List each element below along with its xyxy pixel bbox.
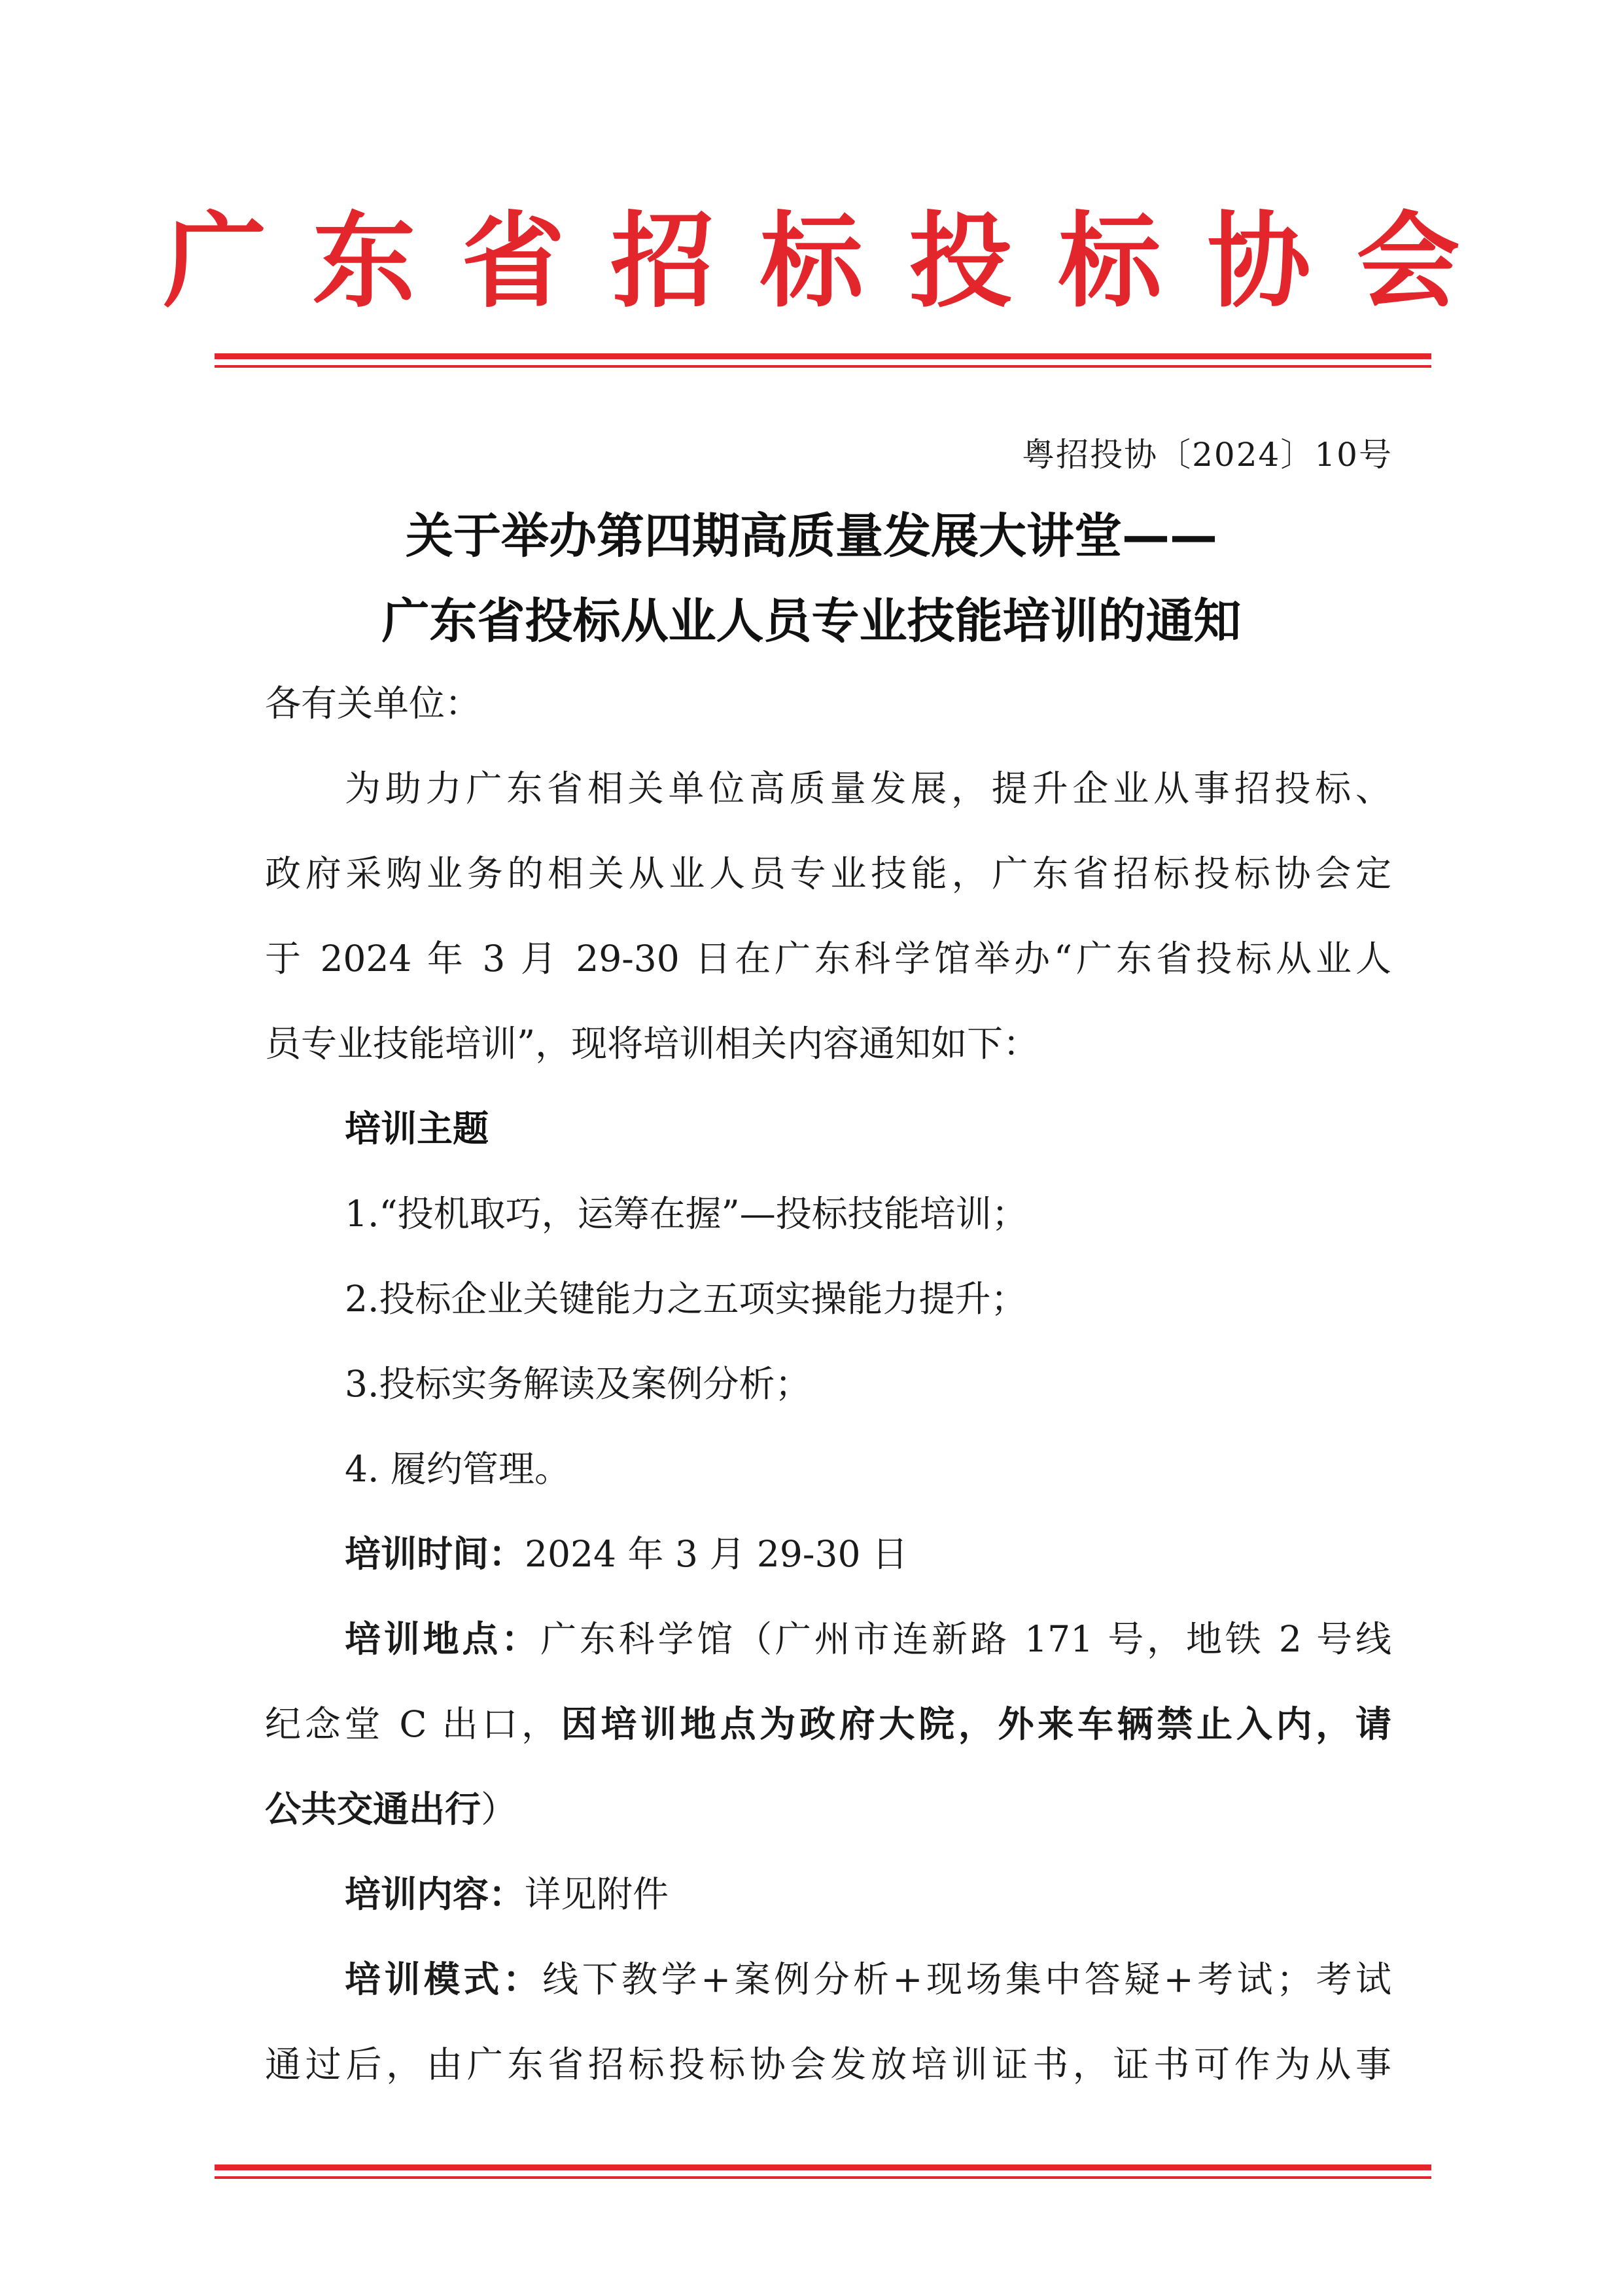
training-location-value: 广东科学馆（广州市连新路 171 号，地铁 2 号线 xyxy=(540,1618,1391,1660)
training-location-notice: 因培训地点为政府大院，外来车辆禁止入内，请 xyxy=(561,1703,1391,1745)
theme-heading: 培训主题 xyxy=(345,1108,489,1150)
intro-line-3: 于 2024 年 3 月 29-30 日在广东科学馆举办“广东省投标从业人 xyxy=(265,938,1391,980)
notice-title-line-2: 广东省投标从业人员专业技能培训的通知 xyxy=(381,593,1242,649)
training-location-line-3 xyxy=(265,1780,517,1839)
intro-line-1: 为助力广东省相关单位高质量发展，提升企业从事招投标、 xyxy=(345,768,1391,809)
training-mode-value: 线下教学+案例分析+现场集中答疑+考试；考试 xyxy=(542,1958,1391,2000)
footer-rule-thick-line xyxy=(215,2164,1431,2170)
training-time-value: 2024 年 3 月 29-30 日 xyxy=(525,1533,908,1575)
red-rule-thick-line xyxy=(215,353,1431,359)
theme-item-3: 3.投标实务解读及案例分析； xyxy=(345,1363,811,1405)
letterhead-org-name: 广东省招标投标协会 xyxy=(163,202,1506,322)
training-content-value: 详见附件 xyxy=(525,1873,669,1915)
salutation: 各有关单位： xyxy=(265,682,481,724)
theme-item-2: 2.投标企业关键能力之五项实操能力提升； xyxy=(345,1278,1027,1320)
training-mode-label: 培训模式： xyxy=(345,1958,543,2000)
training-time xyxy=(345,1525,908,1583)
footer-rule-thin-line xyxy=(215,2176,1431,2179)
letterhead-red-rule xyxy=(215,353,1431,378)
training-mode-line-2: 通过后，由广东省招标投标协会发放培训证书，证书可作为从事 xyxy=(265,2043,1391,2085)
training-content xyxy=(345,1865,669,1924)
document-number: 粤招投协〔2024〕10号 xyxy=(1022,436,1393,474)
theme-item-4: 4. 履约管理。 xyxy=(345,1448,570,1490)
intro-line-2: 政府采购业务的相关从业人员专业技能，广东省招标投标协会定 xyxy=(265,853,1391,894)
footer-red-rule xyxy=(215,2164,1431,2189)
red-rule-thin-line xyxy=(215,365,1431,368)
training-content-label: 培训内容： xyxy=(345,1873,525,1915)
training-location-close-paren: ） xyxy=(481,1788,517,1830)
theme-item-1: 1.“投机取巧，运筹在握”—投标技能培训； xyxy=(345,1193,1028,1235)
training-location-exit: 纪念堂 C 出口， xyxy=(265,1703,561,1745)
training-location-transit: 公共交通出行 xyxy=(265,1788,481,1830)
intro-line-4: 员专业技能培训”，现将培训相关内容通知如下： xyxy=(265,1023,1039,1065)
training-location-line-2 xyxy=(265,1695,1391,1754)
training-location-line-1 xyxy=(345,1610,1391,1669)
notice-title-line-1: 关于举办第四期高质量发展大讲堂—— xyxy=(406,508,1217,564)
training-time-label: 培训时间： xyxy=(345,1533,525,1575)
training-mode-line-1 xyxy=(345,1950,1391,2009)
training-location-label: 培训地点： xyxy=(345,1618,541,1660)
